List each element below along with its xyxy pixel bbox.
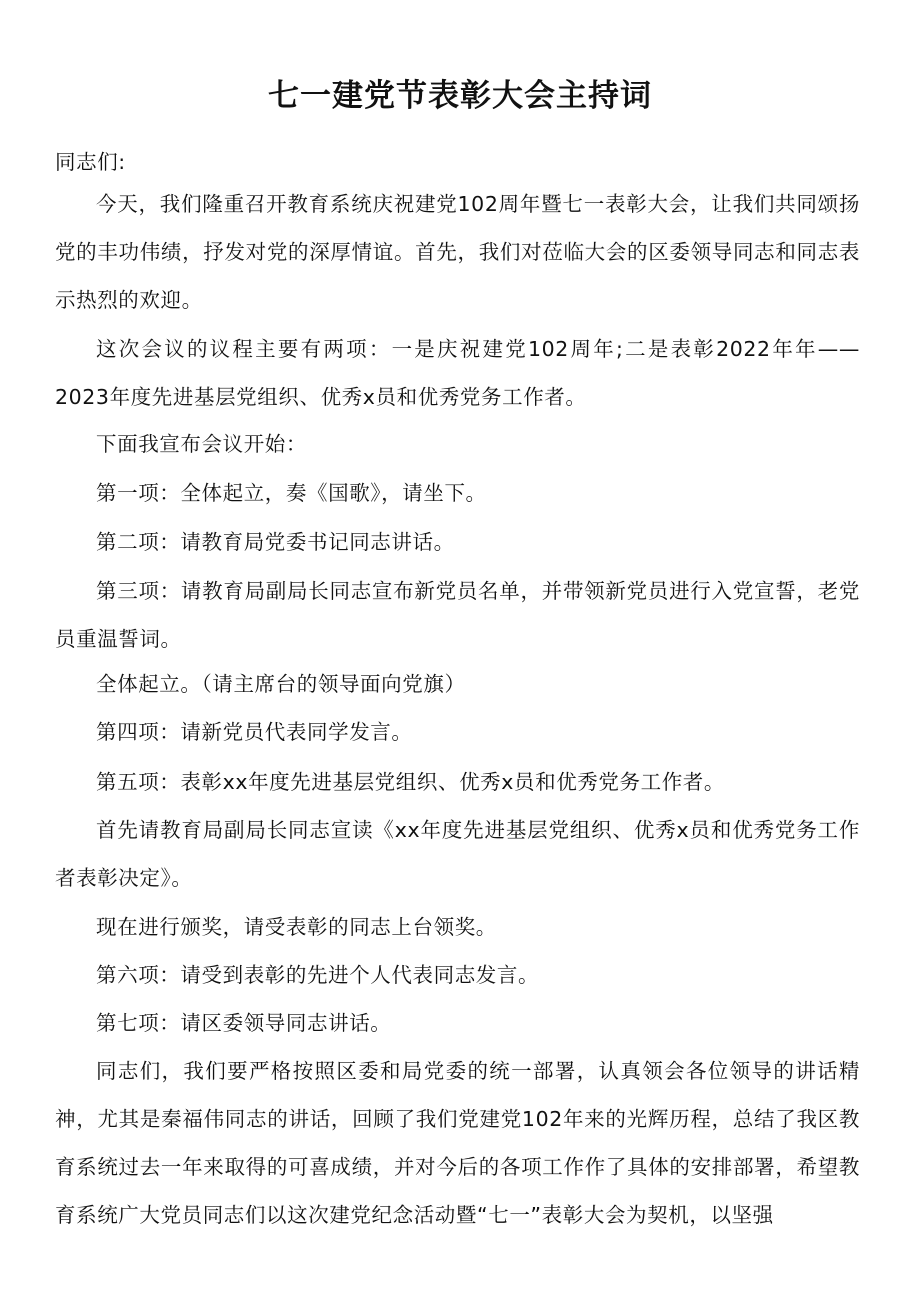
paragraph-item-1: 第一项：全体起立，奏《国歌》，请坐下。: [96, 481, 487, 505]
paragraph-closing: 同志们，我们要严格按照区委和局党委的统一部署，认真领会各位领导的讲话精神，尤其是秦福伟同志的讲话，回顾了我们党建党102年来的光辉历程，总结了我区教育系统过去一年来取得的可喜成绩，并对今后的各项工作作了具体的安排部署，希望教育系统广大党员同志们以这次建党纪念活动暨“七一”表彰大会为契机，以坚强: [55, 1059, 860, 1227]
paragraph-read-decision: 首先请教育局副局长同志宣读《xx年度先进基层党组织、优秀x员和优秀党务工作者表彰决定》。: [55, 818, 860, 890]
document-title: 七一建党节表彰大会主持词: [268, 78, 652, 114]
paragraph-item-3: 第三项：请教育局副局长同志宣布新党员名单，并带领新党员进行入党宣誓，老党员重温誓词。: [55, 579, 860, 651]
paragraph-item-4: 第四项：请新党员代表同学发言。: [96, 720, 413, 744]
paragraph-announce-start: 下面我宣布会议开始：: [96, 432, 307, 456]
salutation: 同志们:: [55, 150, 126, 174]
paragraph-all-rise: 全体起立。（请主席台的领导面向党旗）: [96, 672, 466, 696]
paragraph-item-7: 第七项：请区委领导同志讲话。: [96, 1011, 392, 1035]
paragraph-item-2: 第二项：请教育局党委书记同志讲话。: [96, 530, 455, 554]
paragraph-awards: 现在进行颁奖，请受表彰的同志上台领奖。: [96, 915, 497, 939]
paragraph-agenda: 这次会议的议程主要有两项：一是庆祝建党102周年;二是表彰2022年年——2023年度先进基层党组织、优秀x员和优秀党务工作者。: [55, 337, 860, 409]
paragraph-opening: 今天，我们隆重召开教育系统庆祝建党102周年暨七一表彰大会，让我们共同颂扬党的丰功伟绩，抒发对党的深厚情谊。首先，我们对莅临大会的区委领导同志和同志表示热烈的欢迎。: [55, 192, 860, 312]
paragraph-item-5: 第五项：表彰xx年度先进基层党组织、优秀x员和优秀党务工作者。: [96, 770, 725, 794]
paragraph-item-6: 第六项：请受到表彰的先进个人代表同志发言。: [96, 963, 540, 987]
